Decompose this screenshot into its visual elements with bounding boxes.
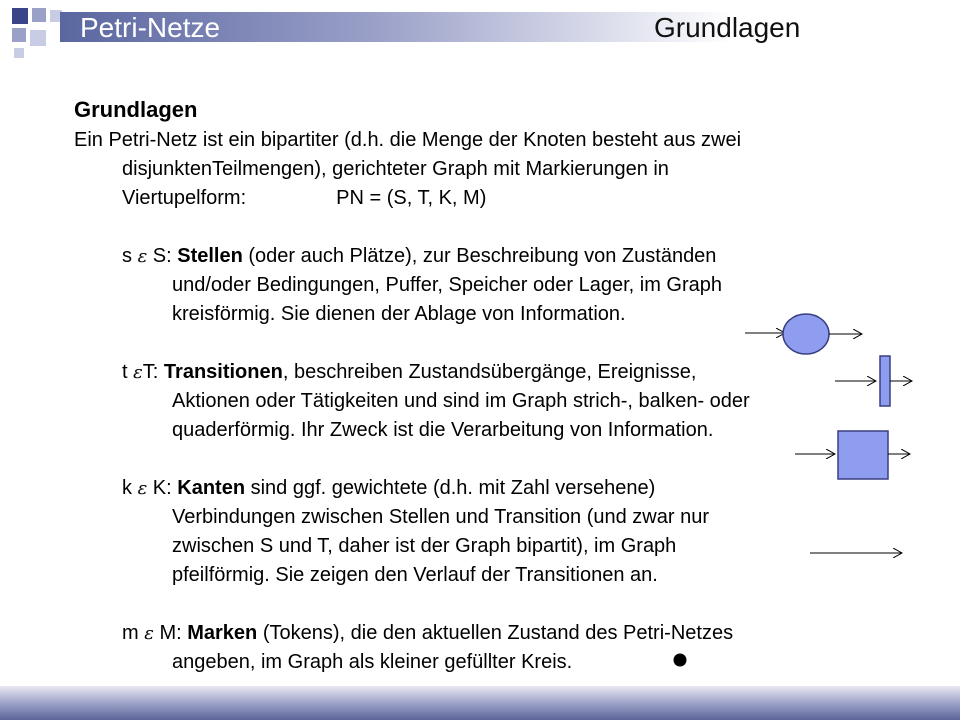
intro-line-2: disjunktenTeilmengen), gerichteter Graph mit Markierungen in <box>122 158 669 180</box>
token-dot-icon <box>674 654 687 667</box>
element-of-symbol: ε <box>137 478 148 499</box>
element-of-symbol: ε <box>144 623 154 644</box>
stellen-line-1: (oder auch Plätze), zur Beschreibung von Zuständen <box>242 245 717 267</box>
transition-square-icon <box>838 431 888 479</box>
stellen-set: S: <box>147 245 178 267</box>
element-of-symbol: ε <box>133 362 143 383</box>
marken-line-1: (Tokens), die den aktuellen Zustand des Petri-Netzes <box>257 622 734 644</box>
kanten-var: k <box>122 477 138 499</box>
content-heading: Grundlagen <box>74 97 198 122</box>
marken-line-2: angeben, im Graph als kleiner gefüllter Kreis. <box>172 651 573 673</box>
stellen-line-2: und/oder Bedingungen, Puffer, Speicher oder Lager, im Graph <box>172 274 723 296</box>
transitionen-line-2: Aktionen oder Tätigkeiten und sind im Graph strich-, balken- oder <box>172 390 750 412</box>
transitionen-term: Transitionen <box>163 361 283 383</box>
transitionen-var: t <box>122 361 134 383</box>
kanten-line-3: zwischen S und T, daher ist der Graph bipartit), im Graph <box>172 535 677 557</box>
intro-line-1: Ein Petri-Netz ist ein bipartiter (d.h. die Menge der Knoten besteht aus zwei <box>74 129 742 151</box>
footer-bar <box>0 686 960 720</box>
element-of-symbol: ε <box>137 246 148 267</box>
header-right-title: Grundlagen <box>654 12 801 43</box>
stellen-line-3: kreisförmig. Sie dienen der Ablage von Information. <box>172 303 626 325</box>
transitionen-line-1: , beschreiben Zustandsübergänge, Ereignisse, <box>282 361 697 383</box>
marken-var: m <box>122 622 145 644</box>
place-circle-icon <box>783 314 829 354</box>
intro-line-3-label: Viertupelform: <box>122 187 247 209</box>
kanten-line-1: sind ggf. gewichtete (d.h. mit Zahl versehene) <box>245 477 656 499</box>
marken-term: Marken <box>187 622 258 644</box>
kanten-set: K: <box>147 477 178 499</box>
stellen-term: Stellen <box>177 245 243 267</box>
transition-bar-icon <box>880 356 890 406</box>
transitionen-set: T: <box>142 361 164 383</box>
kanten-line-2: Verbindungen zwischen Stellen und Transition (und zwar nur <box>172 506 709 528</box>
transitionen-line-3: quaderförmig. Ihr Zweck ist die Verarbeitung von Information. <box>172 419 714 441</box>
marken-set: M: <box>153 622 188 644</box>
header-left-title: Petri-Netze <box>80 12 221 43</box>
kanten-line-4: pfeilförmig. Sie zeigen den Verlauf der Transitionen an. <box>172 564 658 586</box>
intro-line-3-formula: PN = (S, T, K, M) <box>336 187 487 209</box>
kanten-term: Kanten <box>177 477 246 499</box>
stellen-var: s <box>122 245 138 267</box>
